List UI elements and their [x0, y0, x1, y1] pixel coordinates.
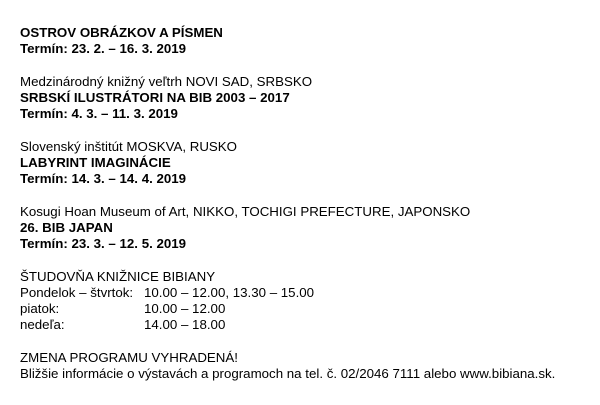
exhibition-title: 26. BIB JAPAN [20, 220, 113, 235]
hours-row [20, 285, 590, 301]
exhibition-dates: Termín: 14. 3. – 14. 4. 2019 [20, 171, 187, 186]
hours-time: 14.00 – 18.00 [144, 317, 226, 332]
exhibition-dates: Termín: 4. 3. – 11. 3. 2019 [20, 106, 178, 121]
hours-day: piatok: [20, 301, 60, 316]
library-hours [20, 269, 590, 333]
exhibition-venue: Slovenský inštitút MOSKVA, RUSKO [20, 139, 238, 154]
exhibition-title: SRBSKÍ ILUSTRÁTORI NA BIB 2003 – 2017 [20, 90, 290, 105]
exhibition-3 [20, 139, 590, 187]
exhibition-dates: Termín: 23. 3. – 12. 5. 2019 [20, 236, 187, 251]
hours-time: 10.00 – 12.00 [144, 301, 226, 316]
library-heading: ŠTUDOVŇA KNIŽNICE BIBIANY [20, 269, 216, 284]
exhibition-title: LABYRINT IMAGINÁCIE [20, 155, 171, 170]
exhibition-1 [20, 25, 590, 57]
exhibition-4 [20, 204, 590, 252]
exhibition-2 [20, 74, 590, 122]
contact-info: Bližšie informácie o výstavách a programoch na tel. č. 02/2046 7111 alebo www.bibiana.sk. [20, 366, 556, 381]
exhibition-dates: Termín: 23. 2. – 16. 3. 2019 [20, 41, 187, 56]
program-change-notice: ZMENA PROGRAMU VYHRADENÁ! [20, 350, 238, 365]
exhibition-venue: Kosugi Hoan Museum of Art, NIKKO, TOCHIGI PREFECTURE, JAPONSKO [20, 204, 471, 219]
footer-notes [20, 350, 590, 382]
hours-day: Pondelok – štvrtok: [20, 285, 134, 300]
hours-time: 10.00 – 12.00, 13.30 – 15.00 [144, 285, 315, 300]
hours-row [20, 301, 590, 317]
document-page [20, 25, 590, 382]
exhibition-venue: Medzinárodný knižný veľtrh NOVI SAD, SRBSKO [20, 74, 313, 89]
hours-row [20, 317, 590, 333]
exhibition-title: OSTROV OBRÁZKOV A PÍSMEN [20, 25, 223, 40]
hours-day: nedeľa: [20, 317, 65, 332]
